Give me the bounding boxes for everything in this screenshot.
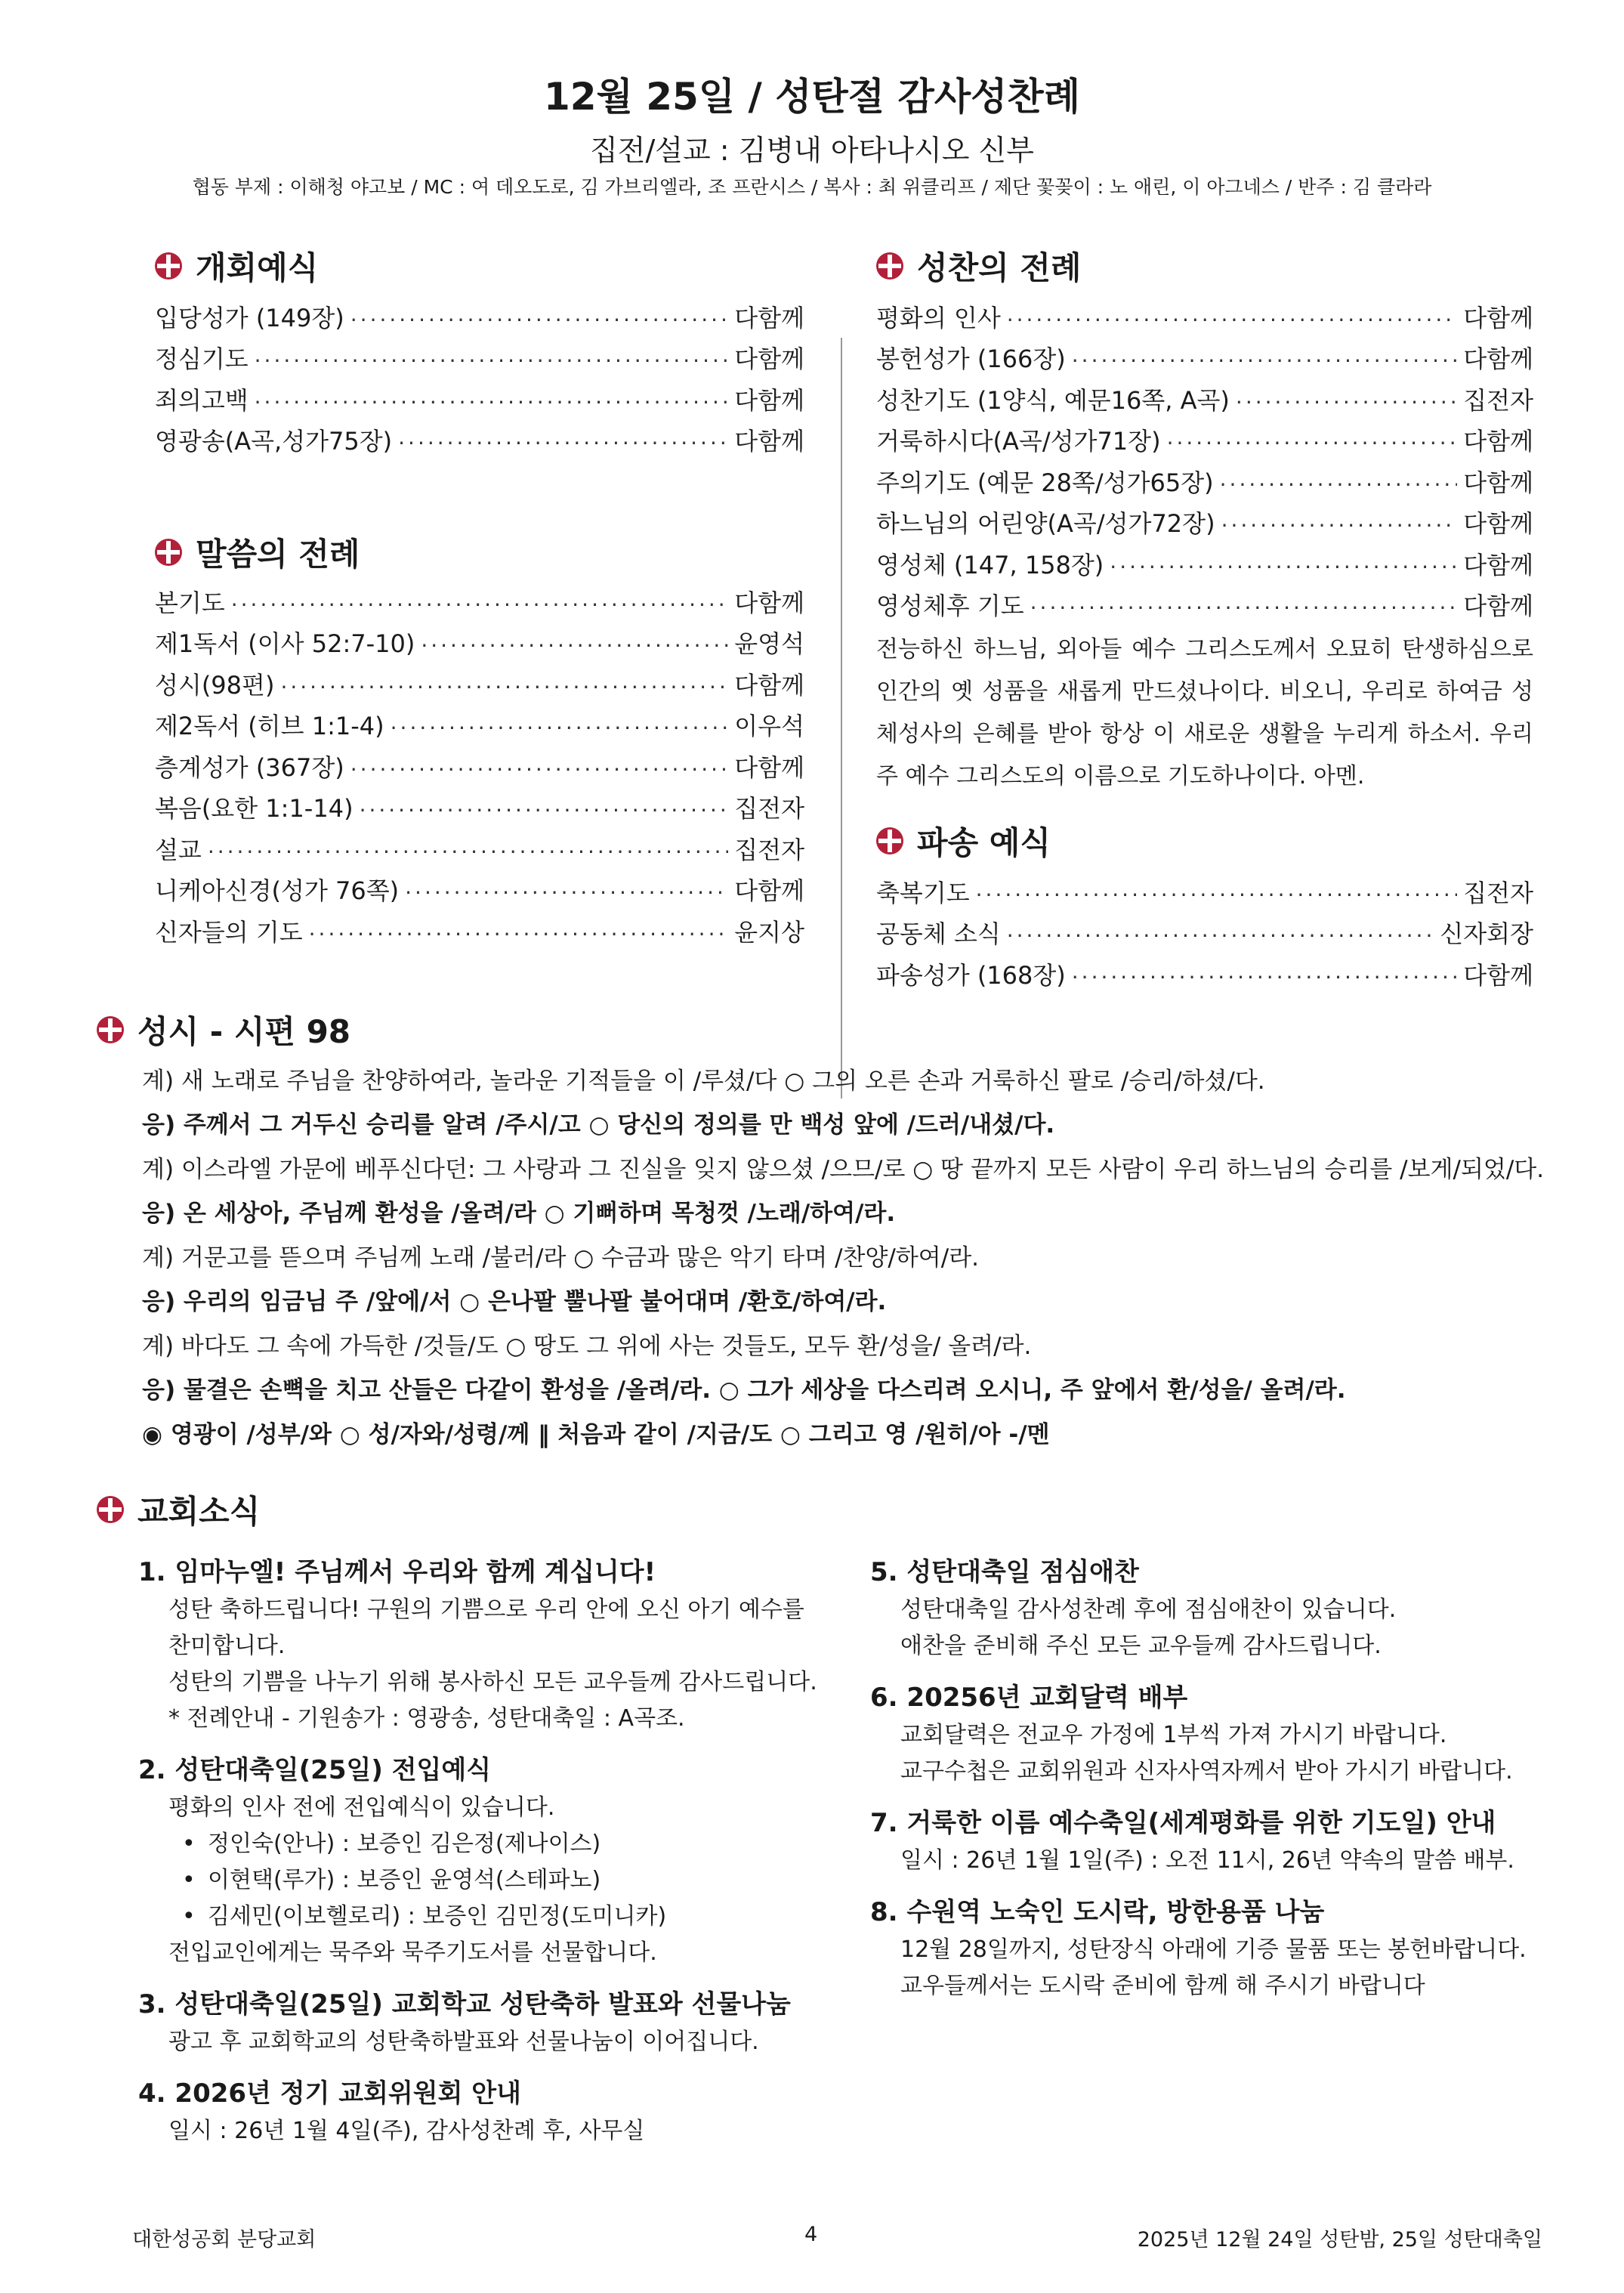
liturgy-row: 영광송(A곡,성가75장) ····· 다함께 — [155, 416, 804, 458]
section-title: 성찬의 전례 — [917, 249, 1082, 286]
news-heading: 4. 2026년 정기 교회위원회 안내 — [138, 2078, 521, 2109]
list-item: • 이현택(루가) : 보증인 윤영석(스테파노) — [182, 1867, 601, 1893]
section-title: 교회소식 — [137, 1493, 261, 1530]
column-divider — [841, 338, 842, 1099]
news-item: 6. 20256년 교회달력 배부 교회달력은 전교우 가정에 1부씩 가져 가시기 바랍니다. 교구수첩은 교회위원과 신자사역자께서 받아 가시기 바랍니다. — [870, 1678, 1573, 1790]
liturgy-row: 신자들의 기도 ····· 윤지상 — [155, 907, 804, 948]
section-heading-news — [97, 1487, 260, 1532]
section-heading-eucharist — [876, 243, 1081, 289]
cross-icon — [155, 252, 182, 280]
news-heading: 6. 20256년 교회달력 배부 — [870, 1683, 1188, 1713]
liturgy-row: 복음(요한 1:1-14) ····· 집전자 — [155, 783, 804, 825]
liturgy-row: 제1독서 (이사 52:7-10) ····· 윤영석 — [155, 619, 804, 660]
liturgy-row: 니케아신경(성가 76쪽) ····· 다함께 — [155, 866, 804, 907]
section-title: 성시 - 시편 98 — [137, 1013, 351, 1050]
liturgy-row: 축복기도 ····· 집전자 — [876, 867, 1533, 909]
liturgy-row: 공동체 소식 ····· 신자회장 — [876, 909, 1533, 950]
psalm-line: 계) 새 노래로 주님을 찬양하여라, 놀라운 기적들을 이 /루셨/다 ○ 그의 오른 손과 거룩하신 팔로 /승리/하셨/다. — [142, 1067, 1265, 1095]
liturgy-row: 봉헌성가 (166장) ····· 다함께 — [876, 334, 1533, 375]
news-heading: 5. 성탄대축일 점심애찬 — [870, 1557, 1139, 1587]
list-item: • 정인숙(안나) : 보증인 김은정(제나이스) — [182, 1831, 601, 1857]
section-title: 말씀의 전례 — [196, 536, 360, 573]
psalm-line: 응) 주께서 그 거두신 승리를 알려 /주시/고 ○ 당신의 정의를 만 백성 앞에 /드러/내셨/다. — [142, 1111, 1055, 1139]
liturgy-row: 주의기도 (예문 28쪽/성가65장) ····· 다함께 — [876, 457, 1533, 499]
news-item: 4. 2026년 정기 교회위원회 안내 일시 : 26년 1월 4일(주), 감사성찬례 후, 사무실 — [138, 2074, 841, 2149]
news-heading: 2. 성탄대축일(25일) 전입예식 — [138, 1755, 492, 1785]
liturgy-row: 성시(98편) ····· 다함께 — [155, 660, 804, 701]
news-left-column — [138, 1553, 841, 2163]
psalm-line: 계) 거문고를 뜯으며 주님께 노래 /불러/라 ○ 수금과 많은 악기 타며 /찬양/하여/라. — [142, 1244, 979, 1272]
section-heading-word — [155, 530, 360, 575]
psalm-line: 계) 바다도 그 속에 가득한 /것들/도 ○ 땅도 그 위에 사는 것들도, 모두 환/성을/ 올려/라. — [142, 1332, 1032, 1360]
news-heading: 3. 성탄대축일(25일) 교회학교 성탄축하 발표와 선물나눔 — [138, 1989, 791, 2020]
liturgy-row: 영성체후 기도 ····· 다함께 — [876, 581, 1533, 623]
ministry-credits: 협동 부제 : 이해청 야고보 / MC : 여 데오도로, 김 가브리엘라, 조 프란시스 / 복사 : 최 위클리프 / 제단 꽃꽂이 : 노 애린, 이 아그네스 / 반주 : 김 클라라 — [192, 176, 1432, 198]
news-item: 3. 성탄대축일(25일) 교회학교 성탄축하 발표와 선물나눔 광고 후 교회학교의 성탄축하발표와 선물나눔이 이어집니다. — [138, 1985, 841, 2060]
news-item: 5. 성탄대축일 점심애찬 성탄대축일 감사성찬례 후에 점심애찬이 있습니다. 애찬을 준비해 주신 모든 교우들께 감사드립니다. — [870, 1553, 1573, 1664]
liturgy-row: 제2독서 (히브 1:1-4) ····· 이우석 — [155, 701, 804, 743]
news-item: 7. 거룩한 이름 예수축일(세계평화를 위한 기도일) 안내 일시 : 26년 1월 1일(주) : 오전 11시, 26년 약속의 말씀 배부. — [870, 1803, 1573, 1879]
liturgy-row: 영성체 (147, 158장) ····· 다함께 — [876, 539, 1533, 581]
news-right-column — [870, 1553, 1573, 2018]
psalm-line: 응) 물결은 손뼉을 치고 산들은 다같이 환성을 /올려/라. ○ 그가 세상을 다스리려 오시니, 주 앞에서 환/성을/ 올려/라. — [142, 1377, 1346, 1405]
news-item: 1. 임마누엘! 주님께서 우리와 함께 계십니다! 성탄 축하드립니다! 구원의 기쁨으로 우리 안에 오신 아기 예수를 찬미합니다. 성탄의 기쁨을 나누기 위해 봉사하신 모든 교우들께 감사드립니다. * 전례안내 - 기원송가 : 영광송, 성탄대축일 : A곡조. — [138, 1553, 841, 1737]
news-item: 2. 성탄대축일(25일) 전입예식 평화의 인사 전에 전입예식이 있습니다. • 정인숙(안나) : 보증인 김은정(제나이스) • 이현택(루가) : 보증인 윤영석(스테파노) • 김세민(이보헬로리) : 보증인 김민정(도미니카) 전입교인에게는 묵주와 묵주기도서를 선물합니다. — [138, 1751, 841, 1971]
page-subtitle: 집전/설교 : 김병내 아타나시오 신부 — [590, 134, 1034, 167]
news-heading: 8. 수원역 노숙인 도시락, 방한용품 나눔 — [870, 1897, 1325, 1927]
list-item: • 김세민(이보헬로리) : 보증인 김민정(도미니카) — [182, 1903, 667, 1930]
page-title: 12월 25일 / 성탄절 감사성찬례 — [543, 75, 1081, 119]
section-heading-psalm — [97, 1007, 350, 1052]
liturgy-row: 하느님의 어린양(A곡/성가72장) ····· 다함께 — [876, 499, 1533, 540]
section-heading-dismissal — [876, 818, 1051, 864]
liturgy-row: 정심기도 ····· 다함께 — [155, 334, 804, 375]
liturgy-row: 층계성가 (367장) ····· 다함께 — [155, 742, 804, 783]
dismissal-order — [876, 867, 1533, 991]
liturgy-row: 설교 ····· 집전자 — [155, 824, 804, 866]
liturgy-row: 파송성가 (168장) ····· 다함께 — [876, 950, 1533, 991]
news-heading: 1. 임마누엘! 주님께서 우리와 함께 계십니다! — [138, 1557, 656, 1587]
section-heading-opening — [155, 243, 318, 289]
word-order — [155, 577, 804, 948]
section-title: 파송 예식 — [917, 824, 1051, 861]
eucharist-order — [876, 292, 1533, 622]
post-communion-prayer: 전능하신 하느님, 외아들 예수 그리스도께서 오묘히 탄생하심으로 인간의 옛 성품을 새롭게 만드셨나이다. 비오니, 우리로 하여금 성체성사의 은혜를 받아 항상 이 새로운 생활을 누리게 하소서. 우리 주 예수 그리스도의 이름으로 기도하나이다. 아멘. — [876, 636, 1533, 790]
footer-date: 2025년 12월 24일 성탄밤, 25일 성탄대축일 — [1137, 2228, 1542, 2251]
liturgy-row: 죄의고백 ····· 다함께 — [155, 375, 804, 416]
news-item: 8. 수원역 노숙인 도시락, 방한용품 나눔 12월 28일까지, 성탄장식 아래에 기증 물품 또는 봉헌바랍니다. 교우들께서는 도시락 준비에 함께 해 주시기 바랍니다 — [870, 1893, 1573, 2004]
liturgy-row: 성찬기도 (1양식, 예문16쪽, A곡) ····· 집전자 — [876, 375, 1533, 416]
cross-icon — [155, 539, 182, 566]
psalm-text — [142, 1056, 1577, 1454]
gloria-line: ◉ 영광이 /성부/와 ○ 성/자와/성령/께 ‖ 처음과 같이 /지금/도 ○ 그리고 영 /원히/아 -/멘 — [142, 1420, 1050, 1448]
psalm-line: 계) 이스라엘 가문에 베푸신다던: 그 사랑과 그 진실을 잊지 않으셨 /으므/로 ○ 땅 끝까지 모든 사람이 우리 하느님의 승리를 /보게/되었/다. — [142, 1155, 1545, 1183]
news-heading: 7. 거룩한 이름 예수축일(세계평화를 위한 기도일) 안내 — [870, 1808, 1496, 1838]
section-title: 개회예식 — [196, 249, 319, 286]
liturgy-row: 거룩하시다(A곡/성가71장) ····· 다함께 — [876, 416, 1533, 458]
cross-icon — [97, 1496, 124, 1523]
psalm-line: 응) 우리의 임금님 주 /앞에/서 ○ 은나팔 뿔나팔 불어대며 /환호/하여/라. — [142, 1288, 887, 1316]
opening-order — [155, 292, 804, 457]
footer-page-number: 4 — [804, 2223, 818, 2246]
liturgy-row: 평화의 인사 ····· 다함께 — [876, 292, 1533, 334]
liturgy-row: 입당성가 (149장) ····· 다함께 — [155, 292, 804, 334]
cross-icon — [97, 1016, 124, 1043]
liturgy-row: 본기도 ····· 다함께 — [155, 577, 804, 619]
footer-church-name: 대한성공회 분당교회 — [132, 2228, 316, 2251]
cross-icon — [876, 827, 903, 854]
cross-icon — [876, 252, 903, 280]
psalm-line: 응) 온 세상아, 주님께 환성을 /올려/라 ○ 기뻐하며 목청껏 /노래/하여/라. — [142, 1200, 896, 1228]
